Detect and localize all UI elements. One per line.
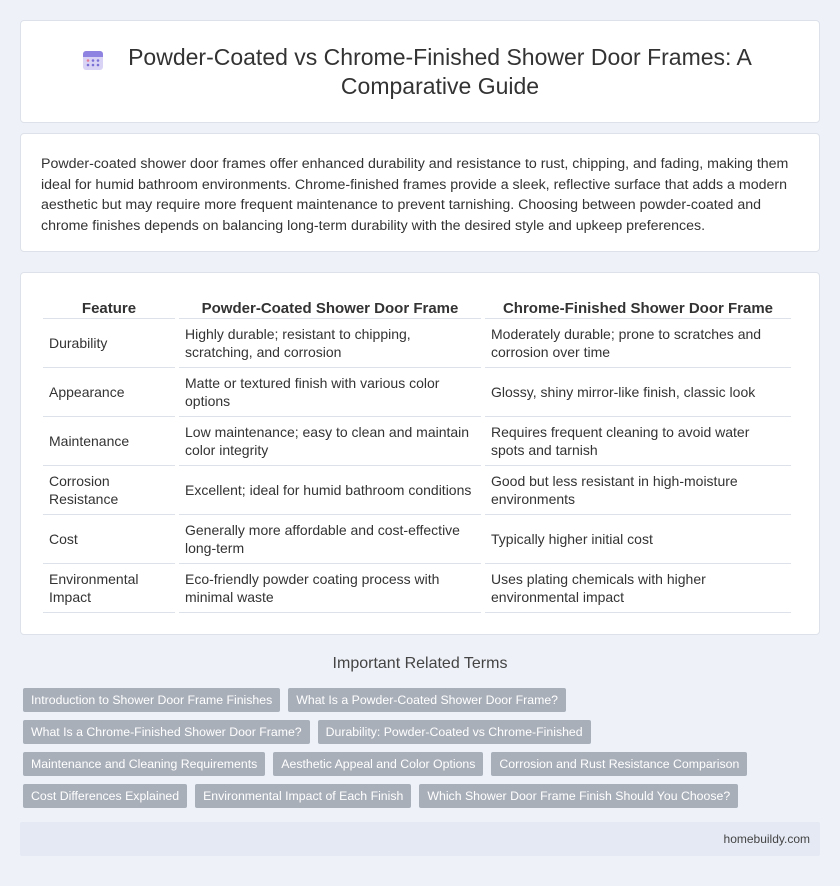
footer-site-link[interactable]: homebuildy.com [723, 832, 810, 846]
footer [20, 822, 820, 856]
related-term-tag[interactable]: Environmental Impact of Each Finish [195, 784, 411, 808]
feature-cell: Durability [43, 319, 175, 368]
feature-cell: Appearance [43, 368, 175, 417]
table-row [43, 417, 791, 466]
table-row [43, 515, 791, 564]
related-term-tag[interactable]: What Is a Powder-Coated Shower Door Frame? [288, 688, 566, 712]
comparison-card [20, 272, 820, 635]
intro-text: Powder-coated shower door frames offer enhanced durability and resistance to rust, chipping, and fading, making them ideal for humid bathroom environments. Chrome-finished frames provide a sleek, reflective surface that adds a modern aesthetic but may require more frequent maintenance to prevent tarnishing. Choosing between powder-coated and chrome finishes depends on balancing long-term durability with the desired style and upkeep preferences. [41, 156, 789, 234]
feature-cell: Environmental Impact [43, 564, 175, 613]
related-term-tag[interactable]: Maintenance and Cleaning Requirements [23, 752, 265, 776]
feature-cell: Cost [43, 515, 175, 564]
related-terms-tags [23, 688, 823, 808]
chrome-cell: Requires frequent cleaning to avoid water spots and tarnish [485, 417, 791, 466]
powder-coated-cell: Excellent; ideal for humid bathroom conditions [179, 466, 481, 515]
chrome-cell: Uses plating chemicals with higher environmental impact [485, 564, 791, 613]
powder-coated-cell: Low maintenance; easy to clean and maintain color integrity [179, 417, 481, 466]
related-term-tag[interactable]: Cost Differences Explained [23, 784, 187, 808]
table-row [43, 466, 791, 515]
powder-coated-cell: Matte or textured finish with various color options [179, 368, 481, 417]
related-terms-title: Important Related Terms [332, 655, 508, 672]
title-card [20, 20, 820, 123]
table-row [43, 368, 791, 417]
feature-cell: Maintenance [43, 417, 175, 466]
table-row [43, 564, 791, 613]
related-term-tag[interactable]: Durability: Powder-Coated vs Chrome-Finished [318, 720, 591, 744]
chrome-cell: Good but less resistant in high-moisture environments [485, 466, 791, 515]
intro-card [20, 133, 820, 252]
comparison-table [39, 295, 795, 613]
related-term-tag[interactable]: Introduction to Shower Door Frame Finishes [23, 688, 280, 712]
chrome-cell: Moderately durable; prone to scratches and corrosion over time [485, 319, 791, 368]
feature-cell: Corrosion Resistance [43, 466, 175, 515]
related-term-tag[interactable]: What Is a Chrome-Finished Shower Door Frame? [23, 720, 310, 744]
related-term-tag[interactable]: Which Shower Door Frame Finish Should You Choose? [419, 784, 738, 808]
related-term-tag[interactable]: Aesthetic Appeal and Color Options [273, 752, 483, 776]
powder-coated-cell: Eco-friendly powder coating process with minimal waste [179, 564, 481, 613]
chrome-cell: Typically higher initial cost [485, 515, 791, 564]
column-header: Feature [43, 295, 175, 319]
table-row [43, 319, 791, 368]
related-term-tag[interactable]: Corrosion and Rust Resistance Comparison [491, 752, 747, 776]
column-header: Chrome-Finished Shower Door Frame [485, 295, 791, 319]
chrome-cell: Glossy, shiny mirror-like finish, classic look [485, 368, 791, 417]
powder-coated-cell: Highly durable; resistant to chipping, scratching, and corrosion [179, 319, 481, 368]
table-header-row [43, 295, 791, 319]
column-header: Powder-Coated Shower Door Frame [179, 295, 481, 319]
page-title: Powder-Coated vs Chrome-Finished Shower Door Frames: A Comparative Guide [128, 43, 752, 99]
powder-coated-cell: Generally more affordable and cost-effective long-term [179, 515, 481, 564]
